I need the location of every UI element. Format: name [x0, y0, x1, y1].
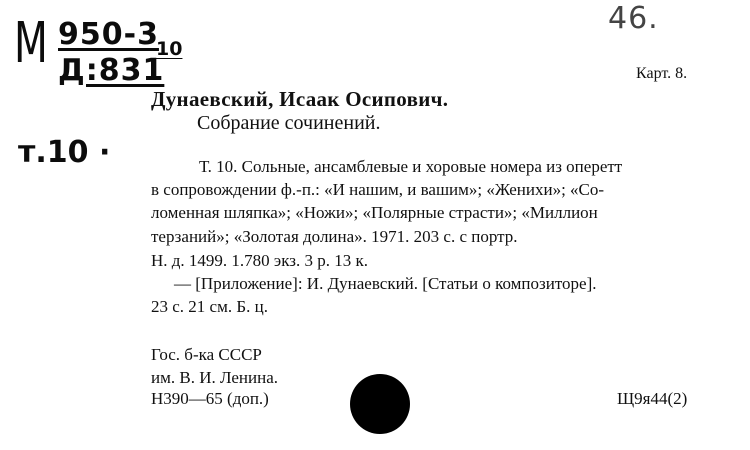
shelf-mark-number: 950-3: [58, 17, 159, 52]
print-order-line: Н390—65 (доп.): [151, 389, 269, 408]
author-heading: Дунаевский, Исаак Осипович.: [151, 87, 449, 111]
supplement-line: — [Приложение]: И. Дунаевский. [Статьи о композиторе].: [174, 274, 597, 293]
classification-mark: Щ9я44(2): [617, 389, 688, 408]
description-line: Т. 10. Сольные, ансамблевые и хоровые номера из оперетт: [199, 157, 623, 176]
collection-title: Собрание сочинений.: [197, 112, 381, 134]
corner-handwritten-number: 46.: [608, 1, 659, 36]
description-line: в сопровождении ф.-п.: «И нашим, и вашим»; «Женихи»; «Со-: [151, 180, 605, 199]
description-line: терзаний»; «Золотая долина». 1971. 203 с. с портр.: [151, 227, 518, 246]
library-name-line: им. В. И. Ленина.: [151, 368, 279, 387]
description-line: ломенная шляпка»; «Ножи»; «Полярные страсти»; «Миллион: [151, 203, 598, 222]
supplement-line: 23 с. 21 см. Б. ц.: [151, 297, 268, 316]
description-line: Н. д. 1499. 1.780 экз. 3 р. 13 к.: [151, 251, 368, 270]
shelf-mark-letter: М: [14, 11, 47, 76]
shelf-mark-volume: 10: [156, 38, 183, 60]
card-punch-hole: [350, 374, 410, 434]
volume-handwritten-mark: т.10 ·: [18, 135, 111, 170]
library-name-line: Гос. б-ка СССР: [151, 345, 262, 364]
shelf-mark-code: Д:831: [58, 53, 165, 88]
card-number: Карт. 8.: [636, 65, 688, 82]
